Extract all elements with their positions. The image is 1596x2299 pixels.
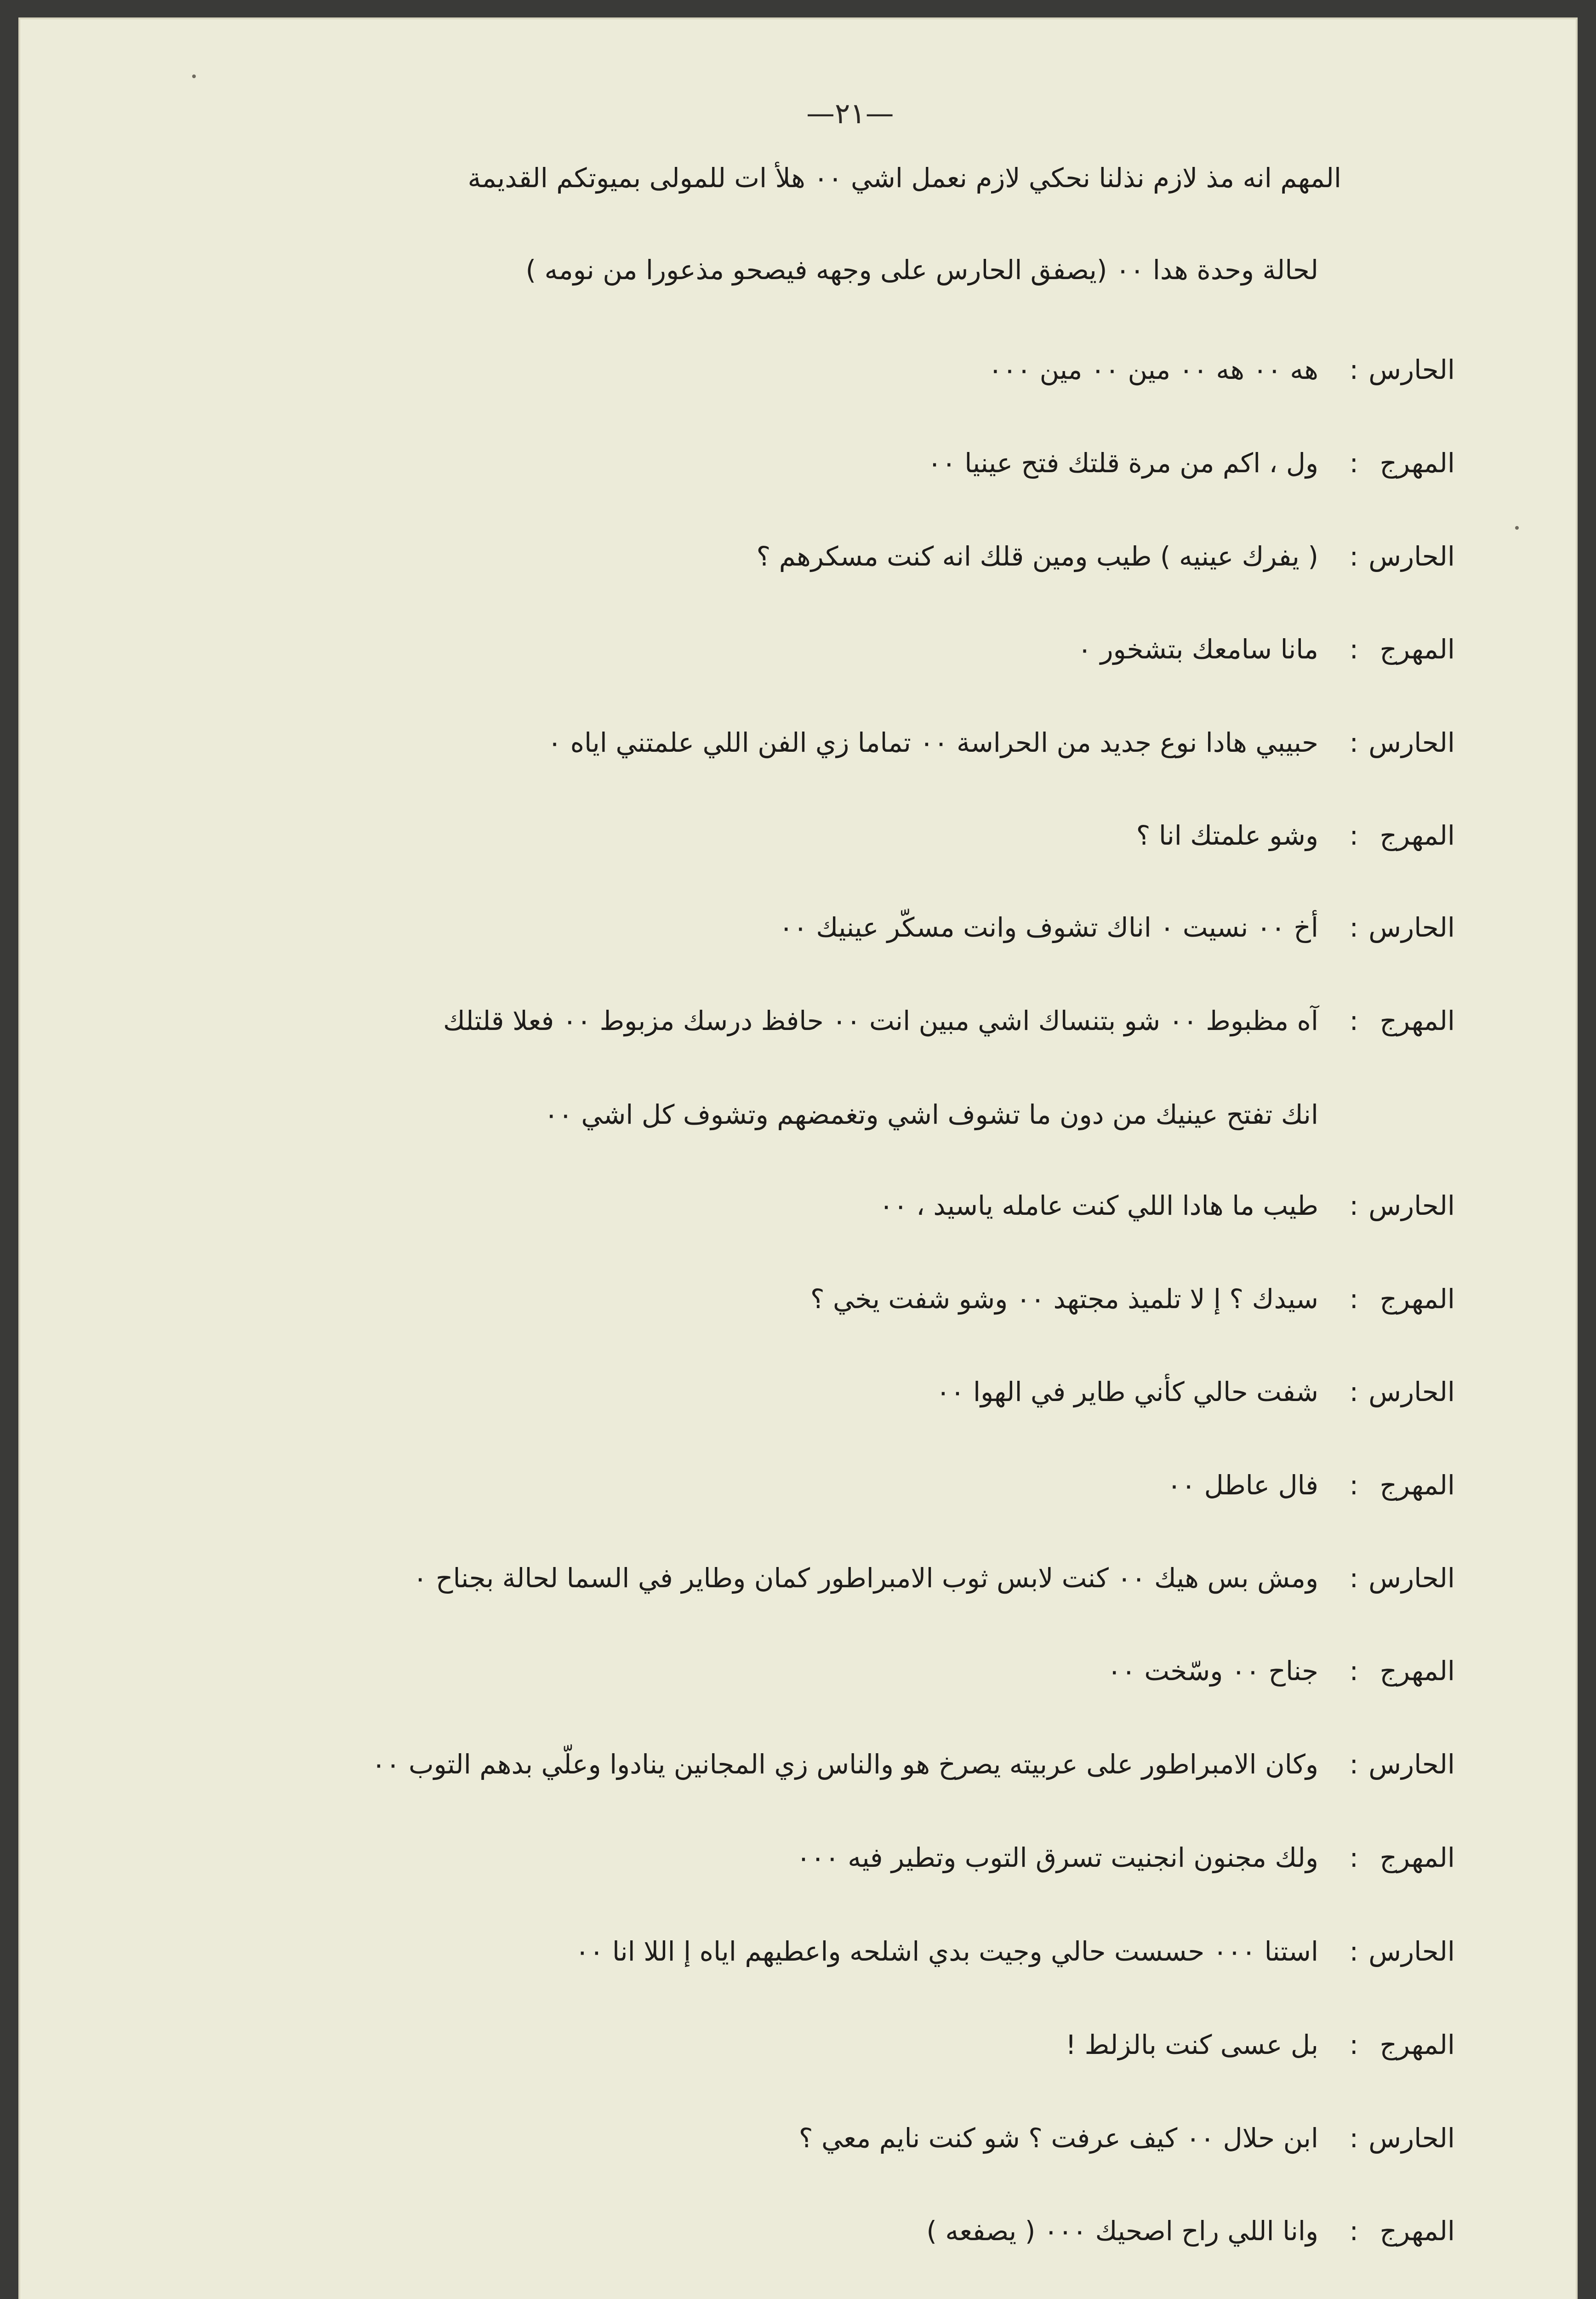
speaker-name: المهرج [1379, 1655, 1455, 1687]
speaker-name: الحارس [1368, 1936, 1455, 1967]
speaker-name: الحارس [1368, 2122, 1455, 2154]
speaker-name: الحارس [1368, 541, 1455, 572]
speaker-name: الحارس [1368, 1190, 1455, 1221]
speaker-colon: : [1349, 1562, 1358, 1594]
speaker-name: المهرج [1379, 1470, 1455, 1501]
speaker-name: المهرج [1379, 1842, 1455, 1873]
script-body [20, 19, 1576, 2299]
line-text: استنا ٠٠٠ حسست حالي وجيت بدي اشلحه واعطيهم اياه إ اللا انا ٠٠ [575, 1936, 1318, 1967]
line-text: جناح ٠٠ وسّخت ٠٠ [1107, 1655, 1318, 1687]
line-text: آه مظبوط ٠٠ شو بتنساك اشي مبين انت ٠٠ حافظ درسك مزبوط ٠٠ فعلا قلتلك [443, 1005, 1318, 1036]
speaker-colon: : [1349, 1005, 1358, 1036]
dialogue-line [20, 1367, 1576, 1417]
line-text: وشو علمتك انا ؟ [1136, 820, 1318, 851]
speaker-colon: : [1349, 1655, 1358, 1687]
stage-direction-line [20, 245, 1576, 295]
line-text: لحالة وحدة هدا ٠٠ (يصفق الحارس على وجهه فيصحو مذعورا من نومه ) [525, 254, 1318, 286]
line-text: هه ٠٠ هه ٠٠ مين ٠٠ مين ٠٠٠ [988, 354, 1318, 385]
dialogue-line [20, 1832, 1576, 1883]
page-number: —٢١— [806, 97, 894, 130]
speaker-colon: : [1349, 1283, 1358, 1315]
line-text: ول ، اكم من مرة قلتك فتح عينيا ٠٠ [927, 447, 1318, 479]
line-text: وكان الامبراطور على عربيته يصرخ هو والناس زي المجانين ينادوا وعلّي بدهم التوب ٠٠ [371, 1749, 1318, 1780]
speaker-name: المهرج [1379, 820, 1455, 851]
continuation-line [20, 1089, 1576, 1140]
speaker-colon: : [1349, 1190, 1358, 1221]
speaker-colon: : [1349, 1936, 1358, 1967]
speaker-name: المهرج [1379, 634, 1455, 665]
speaker-name: الحارس [1368, 354, 1455, 385]
line-text: المهم انه مذ لازم نذلنا نحكي لازم نعمل اشي ٠٠ هلأ ات للمولى بميوتكم القديمة [467, 162, 1341, 194]
dialogue-line [20, 1460, 1576, 1510]
speaker-colon: : [1349, 634, 1358, 665]
dialogue-line [20, 1739, 1576, 1790]
dialogue-line [20, 2019, 1576, 2070]
speaker-colon: : [1349, 1376, 1358, 1407]
dialogue-line [20, 2206, 1576, 2256]
line-text: شفت حالي كأني طاير في الهوا ٠٠ [936, 1376, 1318, 1407]
speaker-colon: : [1349, 912, 1358, 943]
dialogue-line [20, 1180, 1576, 1231]
speaker-colon: : [1349, 1749, 1358, 1780]
line-text: حبيبي هادا نوع جديد من الحراسة ٠٠ تماما زي الفن اللي علمتني اياه ٠ [547, 727, 1318, 758]
line-text: ومش بس هيك ٠٠ كنت لابس ثوب الامبراطور كمان وطاير في السما لحالة بجناح ٠ [413, 1562, 1318, 1594]
line-text: انك تفتح عينيك من دون ما تشوف اشي وتغمضهم وتشوف كل اشي ٠٠ [544, 1099, 1318, 1130]
speaker-name: المهرج [1379, 2029, 1455, 2060]
narration-line [20, 153, 1576, 203]
dialogue-line [20, 2113, 1576, 2163]
speaker-name: الحارس [1368, 1562, 1455, 1594]
dialogue-line [20, 1553, 1576, 1603]
speaker-colon: : [1349, 447, 1358, 479]
dialogue-line [20, 344, 1576, 395]
line-text: أخ ٠٠ نسيت ٠ اناك تشوف وانت مسكّر عينيك ٠٠ [779, 912, 1318, 943]
speaker-name: الحارس [1368, 1749, 1455, 1780]
dialogue-line [20, 995, 1576, 1046]
dialogue-line [20, 438, 1576, 488]
line-text: ولك مجنون انجنيت تسرق التوب وتطير فيه ٠٠٠ [796, 1842, 1318, 1873]
line-text: ابن حلال ٠٠ كيف عرفت ؟ شو كنت نايم معي ؟ [798, 2122, 1318, 2154]
speaker-colon: : [1349, 354, 1358, 385]
dialogue-line [20, 1646, 1576, 1696]
line-text: ( يفرك عينيه ) طيب ومين قلك انه كنت مسكرهم ؟ [756, 541, 1318, 572]
line-text: مانا سامعك بتشخور ٠ [1077, 634, 1318, 665]
document-page [18, 17, 1578, 2299]
line-text: وانا اللي راح اصحيك ٠٠٠ ( يصفعه ) [926, 2215, 1318, 2247]
speaker-name: المهرج [1379, 1283, 1455, 1315]
dialogue-line [20, 1926, 1576, 1977]
speaker-colon: : [1349, 820, 1358, 851]
line-text: فال عاطل ٠٠ [1167, 1470, 1318, 1501]
dialogue-line [20, 810, 1576, 861]
speaker-colon: : [1349, 2122, 1358, 2154]
speaker-name: المهرج [1379, 447, 1455, 479]
dialogue-line [20, 902, 1576, 953]
line-text: طيب ما هادا اللي كنت عامله ياسيد ، ٠٠ [879, 1190, 1318, 1221]
speaker-colon: : [1349, 1470, 1358, 1501]
dialogue-line [20, 717, 1576, 768]
speaker-colon: : [1349, 1842, 1358, 1873]
speaker-name: الحارس [1368, 1376, 1455, 1407]
speaker-colon: : [1349, 2215, 1358, 2247]
speaker-colon: : [1349, 727, 1358, 758]
dialogue-line [20, 624, 1576, 675]
dialogue-line [20, 531, 1576, 582]
speaker-name: الحارس [1368, 912, 1455, 943]
dialogue-line [20, 1274, 1576, 1324]
speaker-colon: : [1349, 541, 1358, 572]
speaker-name: الحارس [1368, 727, 1455, 758]
speaker-colon: : [1349, 2029, 1358, 2060]
line-text: بل عسى كنت بالزلط ! [1065, 2029, 1318, 2060]
speaker-name: المهرج [1379, 2215, 1455, 2247]
speaker-name: المهرج [1379, 1005, 1455, 1036]
line-text: سيدك ؟ إ لا تلميذ مجتهد ٠٠ وشو شفت يخي ؟ [810, 1283, 1318, 1315]
